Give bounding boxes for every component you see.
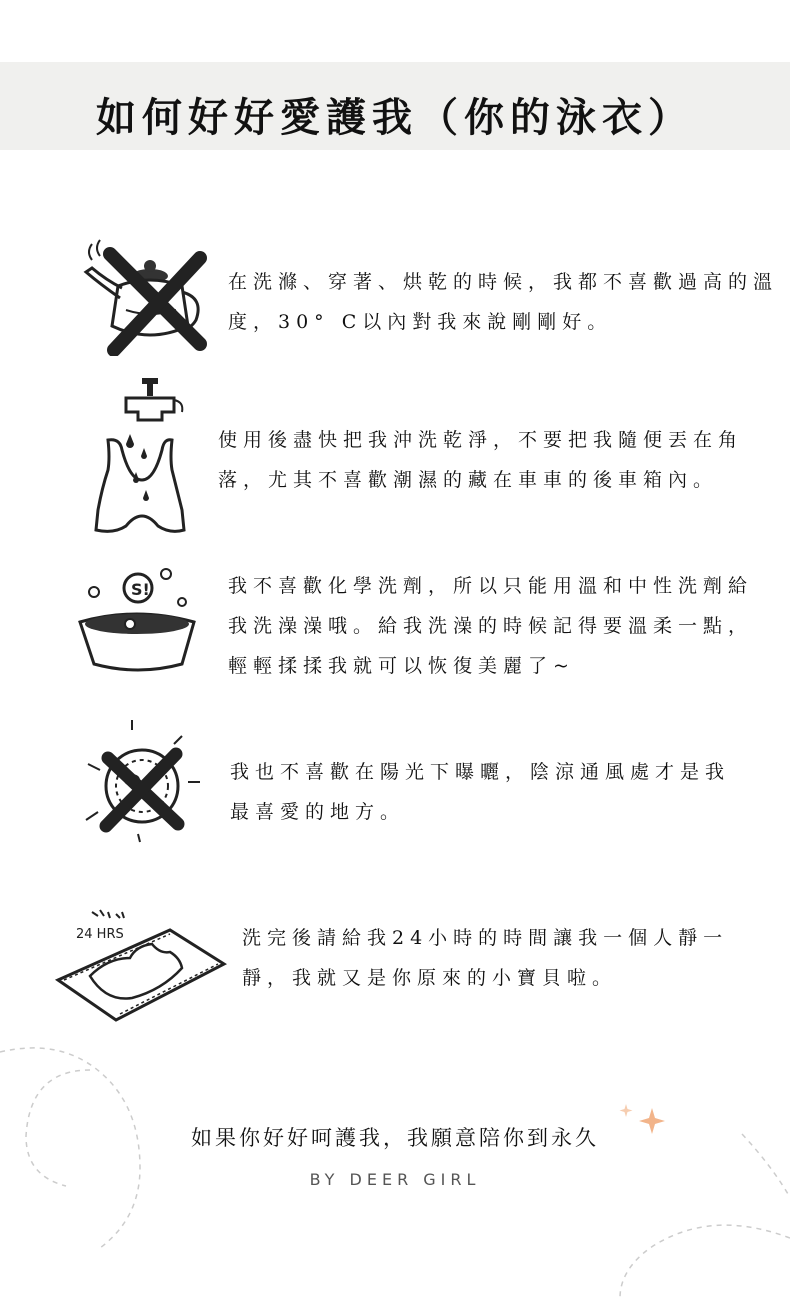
care-text-detergent: 我不喜歡化學洗劑，所以只能用溫和中性洗劑給我洗澡澡哦。給我洗澡的時候記得要溫柔一點，輕輕揉揉我就可以恢復美麗了~	[228, 575, 754, 677]
footer-signature: BY DEER GIRL	[309, 1170, 481, 1189]
care-text-sunlight: 我也不喜歡在陽光下曝曬，陰涼通風處才是我最喜愛的地方。	[230, 761, 731, 823]
care-text-temperature: 在洗滌、穿著、烘乾的時候，我都不喜歡過高的溫度，30° C以內對我來說剛剛好。	[228, 271, 779, 333]
24-hrs-label: 24 HRS	[76, 927, 124, 942]
care-text-rinse: 使用後盡快把我沖洗乾淨，不要把我隨便丟在角落，尤其不喜歡潮濕的藏在車車的後車箱內。	[218, 429, 744, 491]
footer-message: 如果你好好呵護我，我願意陪你到永久	[191, 1126, 599, 1150]
svg-text:S!: S!	[131, 580, 150, 599]
page-title: 如何好好愛護我（你的泳衣）	[96, 94, 694, 141]
care-text-drying: 洗完後請給我24小時的時間讓我一個人靜一靜，我就又是你原來的小寶貝啦。	[242, 927, 729, 989]
